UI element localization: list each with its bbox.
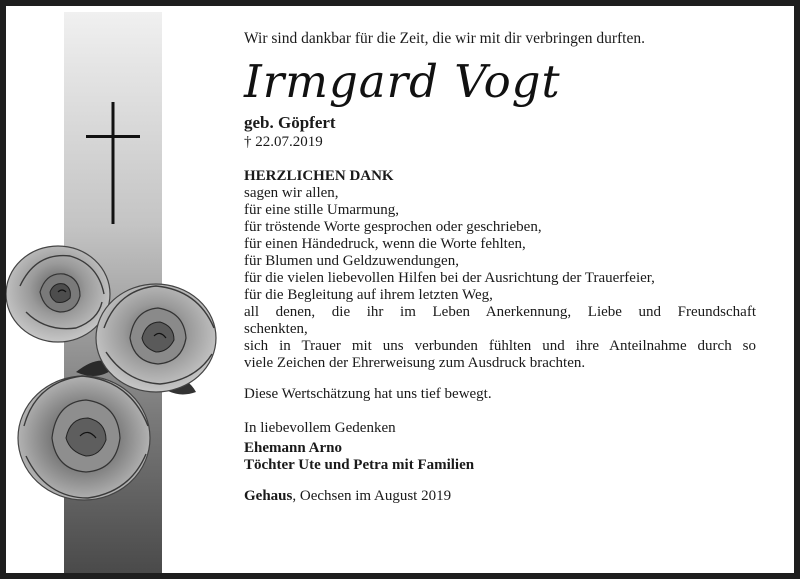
place-name: Gehaus bbox=[244, 488, 293, 504]
notice-text bbox=[244, 30, 756, 505]
closing-line: Diese Wertschätzung hat uns tief bewegt. bbox=[244, 386, 492, 402]
thanks-line: für die Begleitung auf ihrem letzten Weg, bbox=[244, 287, 493, 303]
thanks-line: für Blumen und Geldzuwendungen, bbox=[244, 253, 459, 269]
thanks-line: sagen wir allen, bbox=[244, 185, 339, 201]
thanks-line: all denen, die ihr im Leben Anerkennung, Liebe und Freundschaft bbox=[244, 304, 756, 320]
cross-icon bbox=[86, 102, 142, 226]
death-date: † 22.07.2019 bbox=[244, 134, 323, 150]
thanks-line: schenkten, bbox=[244, 321, 308, 337]
intro-line: Wir sind dankbar für die Zeit, die wir mit dir verbringen durften. bbox=[244, 30, 645, 47]
place-date bbox=[244, 488, 756, 505]
thanks-line: für einen Händedruck, wenn die Worte fehlten, bbox=[244, 236, 526, 252]
family-member: Töchter Ute und Petra mit Familien bbox=[244, 457, 475, 473]
thanks-heading: HERZLICHEN DANK bbox=[244, 168, 394, 184]
thanks-line: sich in Trauer mit uns verbunden fühlten und ihre Anteilnahme durch so bbox=[244, 338, 756, 354]
thanks-line: für die vielen liebevollen Hilfen bei der Ausrichtung der Trauerfeier, bbox=[244, 270, 655, 286]
family-member: Ehemann Arno bbox=[244, 440, 342, 456]
thanks-line: für tröstende Worte gesprochen oder geschrieben, bbox=[244, 219, 542, 235]
thanks-text bbox=[244, 185, 756, 372]
thanks-line: für eine stille Umarmung, bbox=[244, 202, 399, 218]
roses-illustration bbox=[6, 242, 226, 542]
birth-name: geb. Göpfert bbox=[244, 113, 336, 132]
remembrance-line: In liebevollem Gedenken bbox=[244, 420, 396, 436]
place-date-rest: , Oechsen im August 2019 bbox=[292, 488, 452, 504]
thanks-line: viele Zeichen der Ehrerweisung zum Ausdruck brachten. bbox=[244, 355, 586, 371]
deceased-name: Irmgard Vogt bbox=[244, 55, 561, 108]
